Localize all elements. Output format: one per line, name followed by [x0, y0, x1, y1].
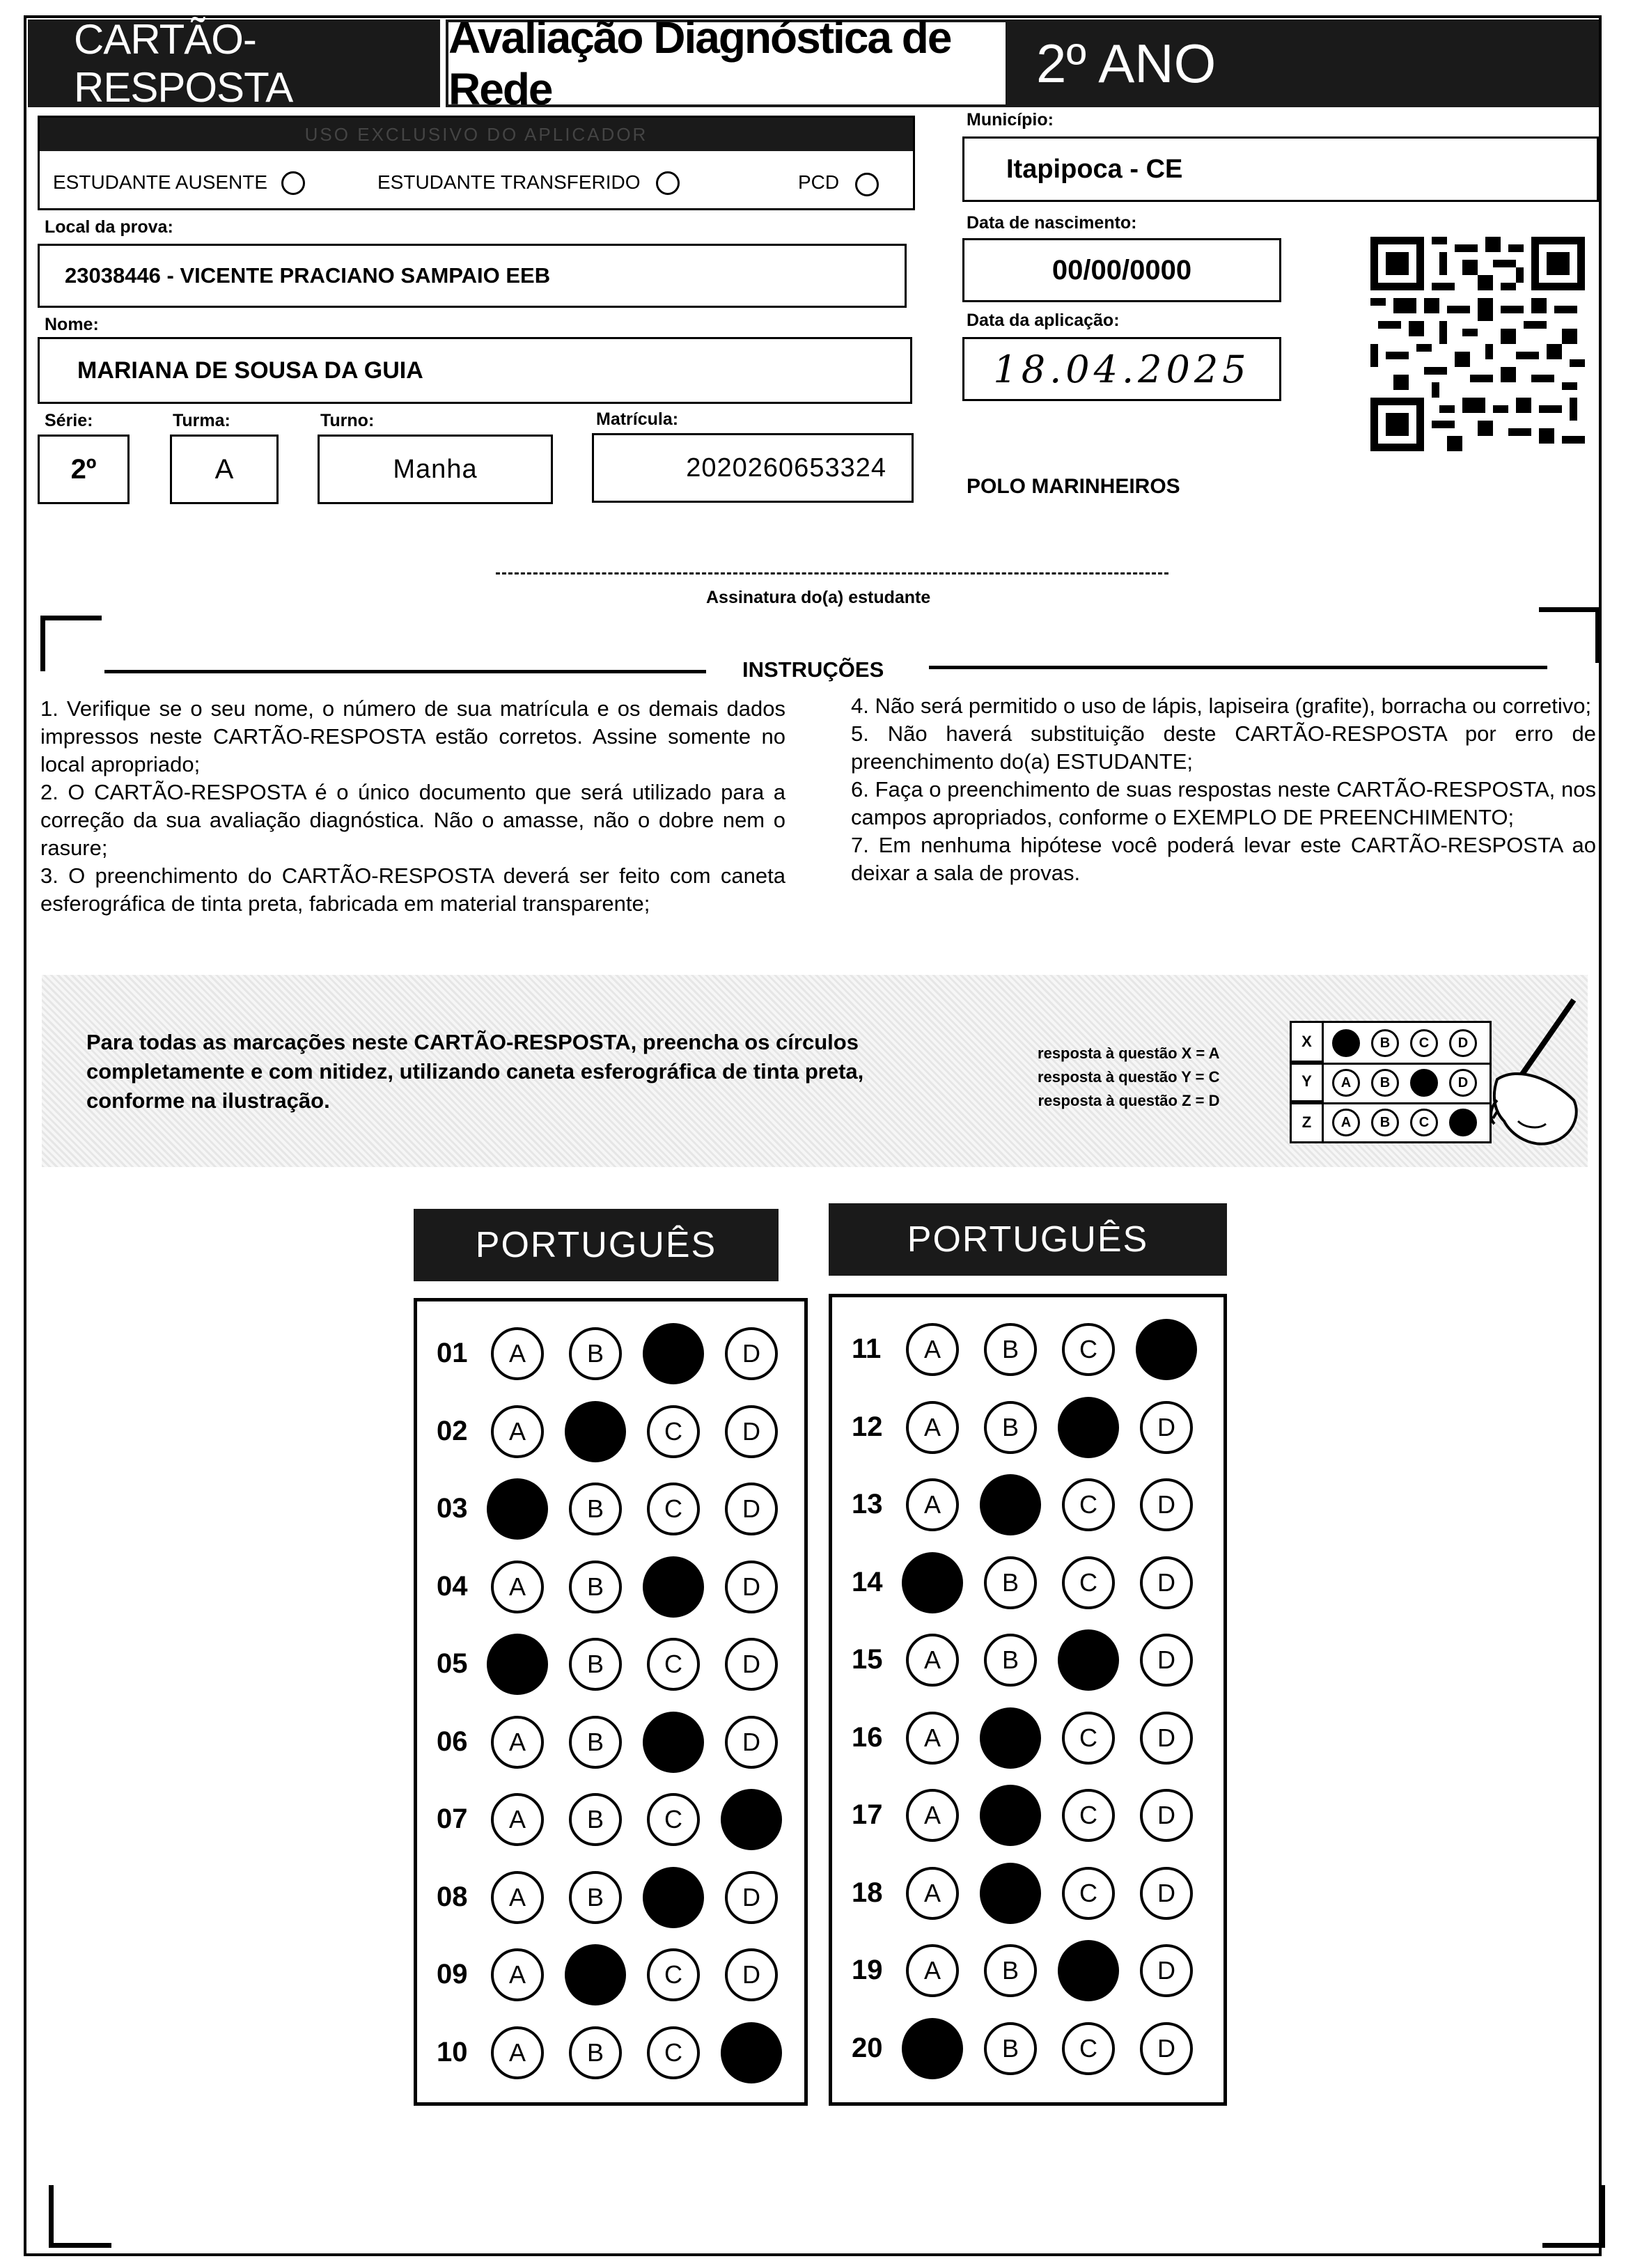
absent-checkbox[interactable]	[281, 171, 305, 195]
question-number: 10	[437, 2036, 468, 2067]
example-legend-y: resposta à questão Y = C	[1038, 1068, 1220, 1086]
answer-bubble-c[interactable]	[1058, 1629, 1119, 1691]
answer-bubble-a[interactable]: A	[906, 1944, 959, 1997]
name-label: Nome:	[45, 315, 99, 334]
answer-bubble-c[interactable]: C	[647, 1638, 700, 1691]
question-number: 15	[852, 1644, 883, 1675]
matricula-label: Matrícula:	[596, 409, 679, 429]
answer-bubble-a[interactable]: A	[491, 2026, 544, 2079]
answer-bubble-c[interactable]: C	[1062, 1789, 1115, 1842]
pcd-checkbox[interactable]	[855, 173, 879, 196]
application-date-label: Data da aplicação:	[967, 311, 1120, 330]
question-number: 14	[852, 1566, 883, 1597]
answer-row	[832, 1862, 1223, 1925]
answer-bubble-d[interactable]: D	[1140, 1712, 1193, 1765]
answer-row	[832, 1784, 1223, 1847]
answer-bubble-d[interactable]: D	[725, 1638, 778, 1691]
question-number: 13	[852, 1489, 883, 1519]
question-number: 12	[852, 1411, 883, 1442]
header-card-title: CARTÃO-RESPOSTA	[28, 19, 440, 107]
answer-bubble-c[interactable]: C	[1062, 1712, 1115, 1765]
example-row-label: Y	[1292, 1063, 1324, 1102]
example-bubble-b: B	[1371, 1029, 1399, 1057]
answer-bubble-a[interactable]	[487, 1634, 548, 1695]
answer-bubble-d[interactable]: D	[725, 1405, 778, 1458]
question-number: 18	[852, 1877, 883, 1908]
answer-bubble-a[interactable]: A	[906, 1401, 959, 1454]
answer-bubble-b[interactable]: B	[984, 1556, 1037, 1609]
answer-bubble-a[interactable]	[902, 2018, 963, 2079]
question-number: 07	[437, 1804, 468, 1834]
question-number: 03	[437, 1493, 468, 1524]
instructions-left-column	[40, 695, 785, 918]
answer-bubble-a[interactable]: A	[491, 1948, 544, 2001]
answer-bubble-b[interactable]: B	[569, 1327, 622, 1380]
answer-bubble-a[interactable]: A	[491, 1793, 544, 1846]
answer-bubble-d[interactable]: D	[725, 1483, 778, 1535]
question-number: 08	[437, 1881, 468, 1912]
question-number: 01	[437, 1338, 468, 1368]
example-legend	[1038, 1042, 1219, 1113]
answer-bubble-d[interactable]: D	[1140, 1634, 1193, 1687]
answer-bubble-b[interactable]: B	[984, 1634, 1037, 1687]
answer-row	[417, 1633, 804, 1696]
answer-bubble-c[interactable]	[1058, 1397, 1119, 1458]
answer-row	[417, 1478, 804, 1540]
polo-label: POLO MARINHEIROS	[967, 475, 1180, 498]
instructions-rule-left	[104, 670, 706, 673]
corner-mark	[49, 2243, 111, 2248]
transferred-label: ESTUDANTE TRANSFERIDO	[377, 171, 641, 193]
answer-bubble-d[interactable]	[721, 1789, 782, 1850]
example-bubble-c	[1410, 1069, 1438, 1097]
example-bubble-b: B	[1371, 1069, 1399, 1097]
answer-box-2	[829, 1294, 1227, 2106]
question-number: 19	[852, 1955, 883, 1985]
answer-bubble-d[interactable]: D	[1140, 1478, 1193, 1531]
answer-bubble-c[interactable]: C	[1062, 1478, 1115, 1531]
answer-bubble-c[interactable]	[643, 1556, 704, 1618]
answer-bubble-d[interactable]	[721, 2022, 782, 2083]
corner-mark	[49, 2185, 54, 2248]
answer-bubble-d[interactable]: D	[1140, 2022, 1193, 2075]
corner-mark	[1539, 607, 1600, 612]
question-number: 11	[852, 1334, 882, 1364]
answer-row	[417, 1322, 804, 1385]
answer-bubble-c[interactable]	[643, 1867, 704, 1928]
answer-bubble-b[interactable]: B	[569, 1483, 622, 1535]
answer-row	[832, 1396, 1223, 1459]
answer-bubble-b[interactable]: B	[569, 1716, 622, 1769]
answer-bubble-c[interactable]: C	[647, 2026, 700, 2079]
instruction-1: 1. Verifique se o seu nome, o número de sua matrícula e os demais dados impressos neste CARTÃO-RESPOSTA estão corretos. Assine somente no local apropriado;	[40, 696, 785, 776]
answer-bubble-a[interactable]: A	[491, 1405, 544, 1458]
answer-bubble-a[interactable]: A	[906, 1789, 959, 1842]
answer-row	[832, 2017, 1223, 2080]
application-date-field[interactable]: 18.04.2025	[962, 337, 1281, 401]
answer-row	[832, 1318, 1223, 1381]
section-title-portugues-1: PORTUGUÊS	[414, 1209, 779, 1281]
instruction-7: 7. Em nenhuma hipótese você poderá levar este CARTÃO-RESPOSTA ao deixar a sala de provas.	[851, 833, 1596, 885]
answer-bubble-b[interactable]	[980, 1707, 1041, 1769]
answer-bubble-b[interactable]	[565, 1401, 626, 1462]
answer-row	[832, 1629, 1223, 1691]
section-title-portugues-2: PORTUGUÊS	[829, 1203, 1227, 1276]
answer-bubble-b[interactable]	[980, 1863, 1041, 1924]
municipio-field: Itapipoca - CE	[962, 136, 1599, 202]
answer-bubble-d[interactable]: D	[725, 1561, 778, 1613]
question-number: 05	[437, 1648, 468, 1679]
answer-bubble-b[interactable]	[980, 1474, 1041, 1535]
corner-mark	[40, 616, 102, 620]
signature-label: Assinatura do(a) estudante	[706, 588, 931, 607]
answer-row	[832, 1939, 1223, 2002]
answer-bubble-d[interactable]: D	[1140, 1401, 1193, 1454]
answer-row	[832, 1707, 1223, 1769]
answer-bubble-c[interactable]	[1058, 1940, 1119, 2001]
instruction-6: 6. Faça o preenchimento de suas respostas neste CARTÃO-RESPOSTA, nos campos apropriados, conforme o EXEMPLO DE PREENCHIMENTO;	[851, 777, 1596, 829]
turma-label: Turma:	[173, 411, 230, 430]
answer-row	[417, 1711, 804, 1774]
serie-label: Série:	[45, 411, 93, 430]
answer-bubble-a[interactable]: A	[906, 1478, 959, 1531]
answer-bubble-b[interactable]: B	[984, 1323, 1037, 1376]
example-bubble-c: C	[1410, 1109, 1438, 1136]
answer-bubble-d[interactable]: D	[725, 1716, 778, 1769]
answer-bubble-a[interactable]: A	[906, 1867, 959, 1920]
example-grid	[1290, 1021, 1492, 1143]
local-field: 23038446 - VICENTE PRACIANO SAMPAIO EEB	[38, 244, 907, 308]
local-label: Local da prova:	[45, 217, 173, 237]
answer-box-1	[414, 1298, 808, 2106]
name-field: MARIANA DE SOUSA DA GUIA	[38, 337, 912, 404]
instructions-right-column	[851, 692, 1596, 887]
example-row-label: X	[1292, 1023, 1324, 1063]
answer-bubble-d[interactable]: D	[725, 1327, 778, 1380]
example-bubble-b: B	[1371, 1109, 1399, 1136]
example-bubble-d	[1449, 1109, 1477, 1136]
answer-bubble-a[interactable]: A	[491, 1716, 544, 1769]
answer-bubble-b[interactable]: B	[569, 1638, 622, 1691]
answer-row	[832, 1551, 1223, 1614]
answer-bubble-a[interactable]: A	[491, 1871, 544, 1924]
instruction-5: 5. Não haverá substituição deste CARTÃO-RESPOSTA por erro de preenchimento do(a) ESTUDANTE;	[851, 721, 1596, 774]
corner-mark	[1542, 2243, 1605, 2248]
answer-bubble-b[interactable]	[980, 1785, 1041, 1846]
answer-bubble-a[interactable]: A	[906, 1712, 959, 1765]
absent-label: ESTUDANTE AUSENTE	[53, 171, 268, 193]
corner-mark	[1600, 2185, 1605, 2248]
answer-row	[417, 2021, 804, 2084]
answer-row	[417, 1944, 804, 2006]
answer-row	[832, 1473, 1223, 1536]
example-text: Para todas as marcações neste CARTÃO-RESPOSTA, preencha os círculos completamente e com nitidez, utilizando caneta esferográfica de tinta preta, conforme na ilustração.	[86, 1030, 864, 1113]
answer-bubble-d[interactable]: D	[725, 1948, 778, 2001]
answer-row	[417, 1788, 804, 1851]
question-number: 02	[437, 1415, 468, 1446]
matricula-field: 2020260653324	[592, 433, 914, 503]
applicator-heading: USO EXCLUSIVO DO APLICADOR	[40, 118, 913, 151]
answer-bubble-b[interactable]: B	[569, 1561, 622, 1613]
answer-bubble-a[interactable]: A	[906, 1323, 959, 1376]
answer-bubble-c[interactable]: C	[1062, 1556, 1115, 1609]
example-legend-x: resposta à questão X = A	[1038, 1045, 1220, 1062]
example-bubble-a: A	[1332, 1069, 1360, 1097]
question-number: 16	[852, 1721, 883, 1753]
municipio-label: Município:	[967, 110, 1054, 130]
answer-bubble-d[interactable]: D	[1140, 1944, 1193, 1997]
signature-line[interactable]	[496, 572, 1168, 574]
example-row-label: Z	[1292, 1102, 1324, 1142]
question-number: 04	[437, 1570, 468, 1602]
header-evaluation-title: Avaliação Diagnóstica de Rede	[446, 19, 1008, 107]
answer-bubble-c[interactable]: C	[1062, 2022, 1115, 2075]
answer-bubble-c[interactable]	[643, 1323, 704, 1384]
answer-row	[417, 1866, 804, 1929]
answer-bubble-b[interactable]: B	[984, 1944, 1037, 1997]
instruction-4: 4. Não será permitido o uso de lápis, lapiseira (grafite), borracha ou corretivo;	[851, 694, 1592, 718]
answer-bubble-a[interactable]: A	[491, 1327, 544, 1380]
answer-bubble-a[interactable]	[487, 1478, 548, 1540]
question-number: 17	[852, 1799, 883, 1830]
answer-bubble-d[interactable]: D	[1140, 1556, 1193, 1609]
turno-label: Turno:	[320, 411, 375, 430]
question-number: 09	[437, 1959, 468, 1989]
answer-bubble-a[interactable]: A	[491, 1561, 544, 1613]
example-bubble-a: A	[1332, 1109, 1360, 1136]
question-number: 20	[852, 2032, 883, 2063]
turno-field: Manha	[318, 435, 553, 504]
answer-bubble-c[interactable]: C	[647, 1405, 700, 1458]
answer-bubble-b[interactable]: B	[984, 2022, 1037, 2075]
question-number: 06	[437, 1726, 468, 1757]
answer-row	[417, 1400, 804, 1463]
answer-bubble-c[interactable]: C	[1062, 1867, 1115, 1920]
answer-bubble-b[interactable]: B	[569, 1793, 622, 1846]
header-grade-title: 2º ANO	[1008, 19, 1599, 107]
answer-bubble-c[interactable]: C	[1062, 1323, 1115, 1376]
answer-bubble-b[interactable]: B	[984, 1401, 1037, 1454]
answer-bubble-a[interactable]: A	[906, 1634, 959, 1687]
qr-code	[1370, 237, 1585, 451]
example-bubble-c: C	[1410, 1029, 1438, 1057]
instructions-title: INSTRUÇÕES	[742, 657, 884, 682]
answer-bubble-d[interactable]	[1136, 1319, 1197, 1380]
answer-bubble-b[interactable]	[565, 1944, 626, 2005]
pcd-label: PCD	[798, 171, 840, 193]
serie-field: 2º	[38, 435, 130, 504]
answer-bubble-c[interactable]: C	[647, 1948, 700, 2001]
hand-with-pen-icon	[1476, 996, 1588, 1159]
answer-bubble-c[interactable]: C	[647, 1793, 700, 1846]
answer-row	[417, 1556, 804, 1618]
corner-mark	[40, 616, 45, 671]
answer-bubble-c[interactable]: C	[647, 1483, 700, 1535]
example-legend-z: resposta à questão Z = D	[1038, 1092, 1220, 1109]
instruction-2: 2. O CARTÃO-RESPOSTA é o único documento que será utilizado para a correção da sua avaliação diagnóstica. Não o amasse, não o dobre nem o rasure;	[40, 780, 785, 860]
transferred-checkbox[interactable]	[656, 171, 680, 195]
birthdate-label: Data de nascimento:	[967, 213, 1137, 233]
birthdate-field: 00/00/0000	[962, 238, 1281, 302]
instruction-3: 3. O preenchimento do CARTÃO-RESPOSTA deverá ser feito com caneta esferográfica de tinta preta, fabricada em material transparente;	[40, 863, 785, 916]
instructions-rule-right	[929, 666, 1547, 669]
answer-bubble-c[interactable]	[643, 1712, 704, 1773]
corner-mark	[1595, 607, 1600, 663]
example-bubble-a	[1332, 1029, 1360, 1057]
turma-field: A	[170, 435, 279, 504]
example-bubble-d: D	[1449, 1029, 1477, 1057]
answer-bubble-d[interactable]: D	[1140, 1867, 1193, 1920]
answer-bubble-b[interactable]: B	[569, 1871, 622, 1924]
example-bubble-d: D	[1449, 1069, 1477, 1097]
answer-bubble-d[interactable]: D	[725, 1871, 778, 1924]
answer-bubble-a[interactable]	[902, 1552, 963, 1613]
answer-bubble-b[interactable]: B	[569, 2026, 622, 2079]
answer-bubble-d[interactable]: D	[1140, 1789, 1193, 1842]
